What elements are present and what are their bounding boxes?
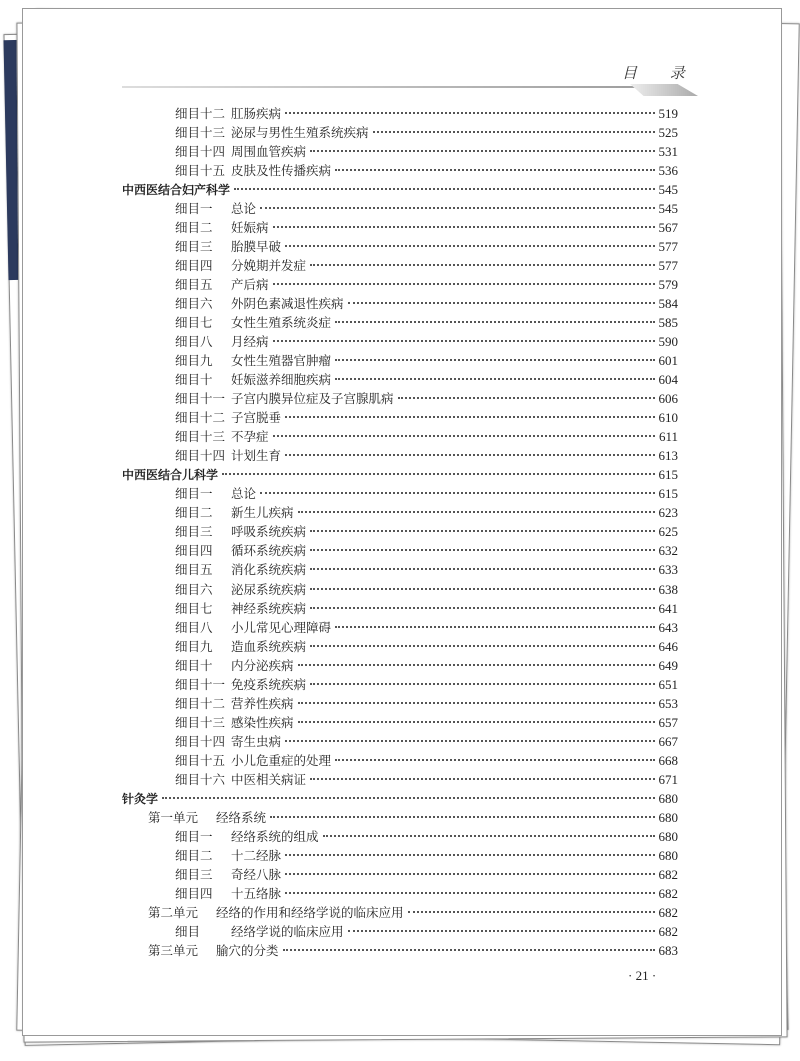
- entry-page: 604: [658, 372, 678, 388]
- toc-entry[interactable]: [175, 161, 678, 180]
- entry-page: 671: [658, 771, 678, 787]
- dot-leader: [310, 530, 654, 532]
- entry-page: 682: [658, 923, 678, 939]
- entry-page: 567: [658, 220, 678, 236]
- entry-number: 细目九: [175, 638, 213, 654]
- entry-page: 623: [658, 505, 678, 521]
- toc-entry[interactable]: [175, 675, 678, 694]
- toc-entry[interactable]: [175, 751, 678, 770]
- entry-page: 680: [658, 847, 678, 863]
- entry-page: 643: [658, 619, 678, 635]
- entry-title: 针灸学: [122, 791, 159, 806]
- entry-page: 525: [658, 125, 678, 141]
- entry-title: 妊娠滋养细胞疾病: [231, 372, 332, 388]
- entry-page: 590: [658, 334, 678, 350]
- dot-leader: [273, 435, 655, 437]
- entry-page: 606: [658, 391, 678, 407]
- entry-page: 625: [658, 524, 678, 540]
- entry-number: 细目四: [175, 885, 213, 901]
- dot-leader: [273, 283, 655, 285]
- dot-leader: [408, 911, 655, 913]
- entry-title: 分娩期并发症: [231, 258, 307, 274]
- entry-title: 总论: [231, 201, 257, 217]
- entry-title: 皮肤及性传播疾病: [231, 163, 332, 179]
- entry-title: 子宫内膜异位症及子宫腺肌病: [231, 391, 394, 407]
- entry-page: 680: [658, 828, 678, 844]
- toc-entry[interactable]: [175, 446, 678, 465]
- dot-leader: [273, 226, 655, 228]
- entry-number: 细目十四: [175, 144, 226, 160]
- entry-number: 细目一: [175, 486, 213, 502]
- entry-number: 细目十二: [175, 410, 226, 426]
- entry-title: 胎膜早破: [231, 239, 282, 255]
- header-title: 目 录: [622, 64, 699, 82]
- entry-number: 细目十五: [175, 752, 226, 768]
- entry-number: 细目十六: [175, 771, 226, 787]
- dot-leader: [298, 702, 655, 704]
- dot-leader: [335, 378, 654, 380]
- toc-entry[interactable]: [175, 618, 678, 637]
- toc-entry[interactable]: [175, 313, 678, 332]
- entry-title: 产后病: [231, 277, 269, 293]
- toc-entry[interactable]: [175, 560, 678, 579]
- dot-leader: [298, 511, 655, 513]
- entry-number: 细目三: [175, 239, 213, 255]
- entry-number: 细目六: [175, 296, 213, 312]
- entry-number: 细目十三: [175, 125, 226, 141]
- entry-title: 经络系统的组成: [231, 828, 319, 844]
- toc-entry[interactable]: [175, 389, 678, 408]
- entry-page: 682: [658, 866, 678, 882]
- entry-number: 细目十三: [175, 429, 226, 445]
- entry-page: 668: [658, 752, 678, 768]
- entry-number: 细目十一: [175, 391, 226, 407]
- entry-page: 615: [658, 486, 678, 502]
- entry-page: 680: [658, 809, 678, 825]
- entry-page: 585: [658, 315, 678, 331]
- toc-entry[interactable]: [175, 294, 678, 313]
- entry-page: 615: [658, 467, 678, 483]
- entry-page: 601: [658, 353, 678, 369]
- entry-number: 细目十二: [175, 106, 226, 121]
- dot-leader: [373, 131, 655, 133]
- dot-leader: [285, 892, 654, 894]
- entry-page: 683: [658, 942, 678, 958]
- entry-number: 细目十四: [175, 733, 226, 749]
- entry-number: 细目五: [175, 562, 213, 578]
- entry-title: 不孕症: [231, 429, 269, 445]
- entry-title: 十二经脉: [231, 847, 282, 863]
- dot-leader: [398, 397, 655, 399]
- entry-number: 第一单元: [148, 809, 199, 825]
- dot-leader: [285, 454, 654, 456]
- entry-page: 667: [658, 733, 678, 749]
- entry-number: 细目十一: [175, 676, 226, 692]
- entry-title: 女性生殖系统炎症: [231, 315, 332, 331]
- entry-number: 细目三: [175, 866, 213, 882]
- entry-number: 细目八: [175, 619, 213, 635]
- entry-title: 经络系统: [216, 809, 267, 825]
- toc-entry[interactable]: [175, 199, 678, 218]
- entry-title: 外阴色素减退性疾病: [231, 296, 344, 312]
- entry-title: 消化系统疾病: [231, 562, 307, 578]
- entry-title: 造血系统疾病: [231, 638, 307, 654]
- dot-leader: [283, 949, 655, 951]
- toc-entry[interactable]: [175, 732, 678, 751]
- toc-entry[interactable]: [175, 522, 678, 541]
- entry-title: 循环系统疾病: [231, 543, 307, 559]
- toc-entry[interactable]: [175, 332, 678, 351]
- dot-leader: [234, 188, 654, 190]
- entry-page: 638: [658, 581, 678, 597]
- entry-number: 细目五: [175, 277, 213, 293]
- entry-title: 新生儿疾病: [231, 505, 294, 521]
- toc-entry[interactable]: [175, 922, 678, 941]
- dot-leader: [285, 873, 654, 875]
- dot-leader: [348, 302, 655, 304]
- dot-leader: [285, 112, 654, 114]
- dot-leader: [348, 930, 655, 932]
- entry-page: 545: [658, 182, 678, 198]
- entry-number: 细目一: [175, 828, 213, 844]
- entry-page: 651: [658, 676, 678, 692]
- entry-title: 感染性疾病: [231, 714, 294, 730]
- entry-title: 总论: [231, 486, 257, 502]
- entry-number: 细目四: [175, 258, 213, 274]
- entry-title: 泌尿系统疾病: [231, 581, 307, 597]
- entry-number: 细目三: [175, 524, 213, 540]
- entry-title: 中西医结合妇产科学: [122, 183, 231, 198]
- dot-leader: [162, 797, 654, 799]
- dot-leader: [335, 321, 654, 323]
- entry-title: 营养性疾病: [231, 695, 294, 711]
- toc-entry[interactable]: [175, 846, 678, 865]
- entry-page: 649: [658, 657, 678, 673]
- entry-page: 646: [658, 638, 678, 654]
- toc-entry[interactable]: [175, 142, 678, 161]
- dot-leader: [310, 264, 654, 266]
- entry-page: 613: [658, 448, 678, 464]
- entry-title: 中医相关病证: [231, 771, 307, 787]
- entry-title: 泌尿与男性生殖系统疾病: [231, 125, 369, 141]
- entry-title: 女性生殖器官肿瘤: [231, 353, 332, 369]
- entry-title: 内分泌疾病: [231, 657, 294, 673]
- entry-page: 653: [658, 695, 678, 711]
- entry-number: 细目: [175, 923, 201, 939]
- entry-number: 细目十: [175, 372, 213, 388]
- entry-title: 经络的作用和经络学说的临床应用: [216, 904, 404, 920]
- toc-entry[interactable]: [175, 351, 678, 370]
- dot-leader: [310, 607, 654, 609]
- entry-page: 632: [658, 543, 678, 559]
- dot-leader: [285, 245, 654, 247]
- toc-entry[interactable]: [175, 656, 678, 675]
- dot-leader: [335, 759, 654, 761]
- entry-page: 611: [658, 429, 678, 445]
- entry-title: 寄生虫病: [231, 733, 282, 749]
- toc-entry[interactable]: [175, 370, 678, 389]
- entry-page: 680: [658, 790, 678, 806]
- toc-entry[interactable]: [175, 104, 678, 123]
- entry-number: 细目十四: [175, 448, 226, 464]
- toc-entry[interactable]: [148, 808, 678, 827]
- toc-entry[interactable]: [175, 484, 678, 503]
- dot-leader: [285, 416, 654, 418]
- toc-entry[interactable]: [148, 941, 678, 960]
- toc-entry[interactable]: [175, 884, 678, 903]
- dot-leader: [310, 549, 654, 551]
- dot-leader: [310, 568, 654, 570]
- toc-entry[interactable]: [175, 256, 678, 275]
- dot-leader: [323, 835, 655, 837]
- toc-entry[interactable]: [175, 580, 678, 599]
- toc-entry[interactable]: [122, 180, 678, 199]
- entry-page: 545: [658, 201, 678, 217]
- toc-entry[interactable]: [175, 503, 678, 522]
- entry-page: 579: [658, 277, 678, 293]
- entry-title: 小儿常见心理障碍: [231, 619, 332, 635]
- dot-leader: [335, 626, 654, 628]
- toc-entry[interactable]: [175, 218, 678, 237]
- entry-title: 妊娠病: [231, 220, 269, 236]
- toc-entry[interactable]: [175, 427, 678, 446]
- entry-title: 小儿危重症的处理: [231, 752, 332, 768]
- toc-entry[interactable]: [175, 275, 678, 294]
- toc-entry[interactable]: [175, 237, 678, 256]
- entry-page: 641: [658, 600, 678, 616]
- entry-page: 682: [658, 885, 678, 901]
- entry-title: 奇经八脉: [231, 866, 282, 882]
- dot-leader: [310, 683, 654, 685]
- dot-leader: [335, 169, 654, 171]
- entry-number: 细目九: [175, 353, 213, 369]
- toc-entry[interactable]: [175, 599, 678, 618]
- entry-page: 633: [658, 562, 678, 578]
- entry-title: 神经系统疾病: [231, 600, 307, 616]
- entry-number: 细目七: [175, 600, 213, 616]
- toc-entry[interactable]: [175, 408, 678, 427]
- toc-entry[interactable]: [122, 789, 678, 808]
- dot-leader: [310, 778, 654, 780]
- entry-number: 细目十二: [175, 695, 226, 711]
- dot-leader: [260, 492, 654, 494]
- entry-title: 计划生育: [231, 448, 282, 464]
- toc-entry[interactable]: [175, 541, 678, 560]
- entry-number: 细目二: [175, 220, 213, 236]
- entry-title: 经络学说的临床应用: [231, 923, 344, 939]
- entry-number: 细目四: [175, 543, 213, 559]
- entry-number: 细目七: [175, 315, 213, 331]
- dot-leader: [310, 150, 654, 152]
- entry-title: 月经病: [231, 334, 269, 350]
- entry-title: 十五络脉: [231, 885, 282, 901]
- entry-number: 细目二: [175, 847, 213, 863]
- entry-number: 细目八: [175, 334, 213, 350]
- toc-entry[interactable]: [175, 123, 678, 142]
- toc-entry[interactable]: [175, 827, 678, 846]
- entry-title: 中西医结合儿科学: [122, 468, 219, 483]
- toc-entry[interactable]: [122, 465, 678, 484]
- dot-leader: [298, 721, 655, 723]
- entry-number: 第三单元: [148, 942, 199, 958]
- dot-leader: [310, 645, 654, 647]
- entry-number: 细目十三: [175, 714, 226, 730]
- toc-entry[interactable]: [175, 770, 678, 789]
- entry-number: 细目二: [175, 505, 213, 521]
- dot-leader: [270, 816, 654, 818]
- toc-entry[interactable]: [148, 903, 678, 922]
- dot-leader: [335, 359, 654, 361]
- toc-entry[interactable]: [175, 694, 678, 713]
- entry-page: 577: [658, 239, 678, 255]
- entry-title: 免疫系统疾病: [231, 676, 307, 692]
- entry-number: 细目一: [175, 201, 213, 217]
- entry-page: 519: [658, 106, 678, 121]
- dot-leader: [260, 207, 654, 209]
- entry-number: 细目十五: [175, 163, 226, 179]
- entry-page: 610: [658, 410, 678, 426]
- dot-leader: [298, 664, 655, 666]
- entry-title: 肛肠疾病: [231, 106, 282, 121]
- toc-entry[interactable]: [175, 865, 678, 884]
- entry-page: 682: [658, 904, 678, 920]
- dot-leader: [222, 473, 654, 475]
- entry-number: 第二单元: [148, 904, 199, 920]
- page-number: · 21 ·: [628, 968, 657, 983]
- dot-leader: [285, 740, 654, 742]
- entry-title: 子宫脱垂: [231, 410, 282, 426]
- entry-title: 呼吸系统疾病: [231, 524, 307, 540]
- entry-title: 周围血管疾病: [231, 144, 307, 160]
- entry-page: 584: [658, 296, 678, 312]
- entry-page: 657: [658, 714, 678, 730]
- toc-entry[interactable]: [175, 637, 678, 656]
- entry-title: 腧穴的分类: [216, 942, 279, 958]
- entry-number: 细目六: [175, 581, 213, 597]
- dot-leader: [285, 854, 654, 856]
- entry-page: 577: [658, 258, 678, 274]
- entry-number: 细目十: [175, 657, 213, 673]
- dot-leader: [273, 340, 655, 342]
- entry-page: 531: [658, 144, 678, 160]
- header-rule: [122, 86, 677, 88]
- entry-page: 536: [658, 163, 678, 179]
- dot-leader: [310, 588, 654, 590]
- toc-entry[interactable]: [175, 713, 678, 732]
